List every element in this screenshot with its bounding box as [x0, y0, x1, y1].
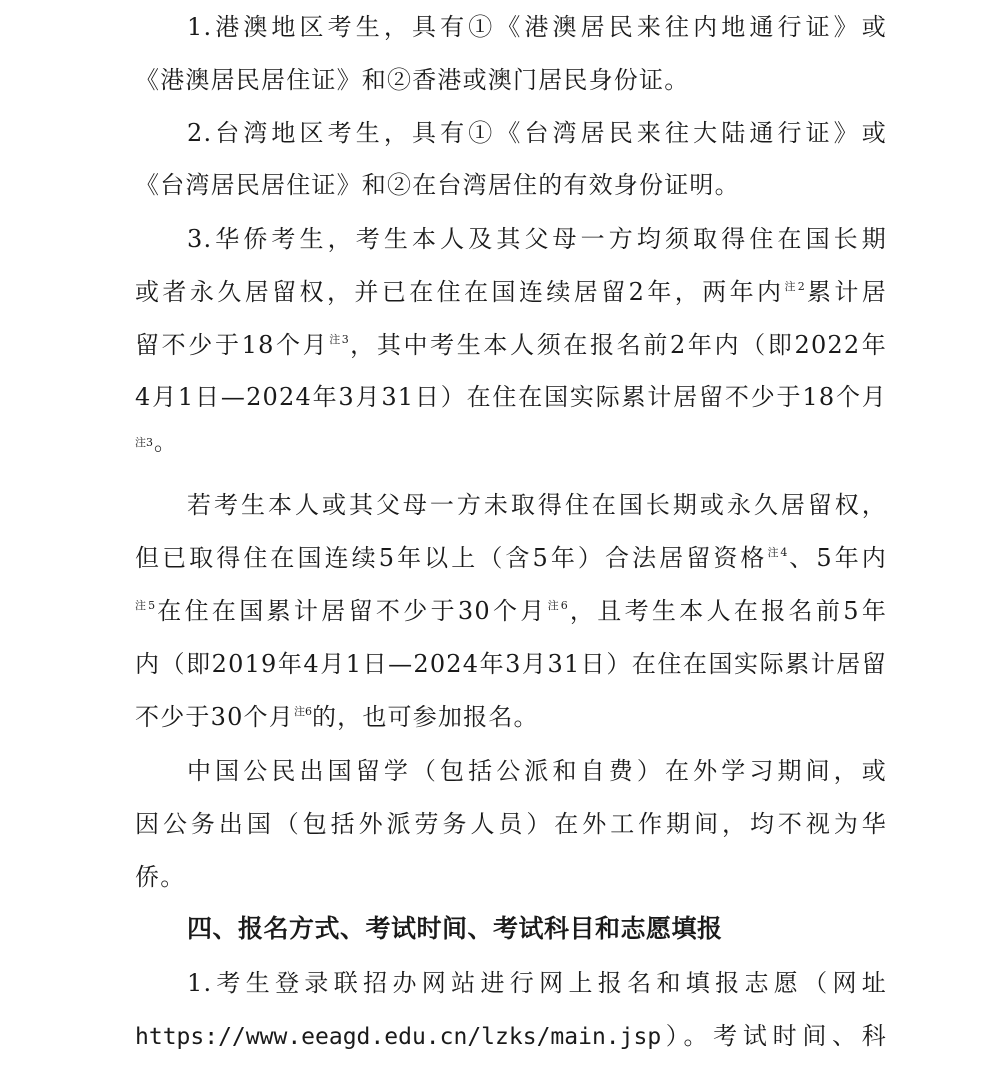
- text-run: 的，也可参加报名。: [311, 703, 539, 731]
- paragraph-4-line-3: [135, 596, 887, 626]
- text-run: 不少于30个月: [135, 703, 294, 731]
- paragraph-4-line-2: [135, 543, 887, 573]
- footnote-ref-3: 注3: [329, 333, 349, 346]
- paragraph-2-line-1: 2.台湾地区考生，具有①《台湾居民来往大陆通行证》或: [187, 119, 887, 147]
- paragraph-1-line-1: 1.港澳地区考生，具有①《港澳居民来往内地通行证》或: [187, 13, 887, 41]
- paragraph-1-line-2: 《港澳居民居住证》和②香港或澳门居民身份证。: [135, 66, 690, 94]
- paragraph-6-line-2: [135, 1021, 887, 1051]
- paragraph-5-line-1: 中国公民出国留学（包括公派和自费）在外学习期间，或: [187, 757, 887, 785]
- registration-url[interactable]: https://www.eeagd.edu.cn/lzks/main.jsp: [135, 1024, 662, 1050]
- paragraph-3-line-1: 3.华侨考生，考生本人及其父母一方均须取得住在国长期: [187, 225, 887, 253]
- footnote-ref-5: 注5: [135, 599, 156, 612]
- text-run: 但已取得住在国连续5年以上（含5年）合法居留资格: [135, 544, 768, 572]
- text-run: ）。考试时间、科: [661, 1022, 887, 1050]
- text-run: ，其中考生本人须在报名前2年内（即2022年: [348, 331, 888, 359]
- text-run: 在住在国累计居留不少于30个月: [155, 597, 548, 625]
- text-run: 留不少于18个月: [135, 331, 330, 359]
- paragraph-6-line-1: 1.考生登录联招办网站进行网上报名和填报志愿（网址: [187, 969, 887, 997]
- paragraph-5-line-2: 因公务出国（包括外派劳务人员）在外工作期间，均不视为华: [135, 810, 887, 838]
- paragraph-3-line-3: [135, 330, 887, 360]
- text-run: 累计居: [804, 278, 887, 306]
- paragraph-3-line-2: [135, 277, 887, 307]
- text-run: 。: [154, 431, 177, 456]
- text-run: ，且考生本人在报名前5年: [567, 597, 888, 625]
- paragraph-2-line-2: 《台湾居民居住证》和②在台湾居住的有效身份证明。: [135, 171, 740, 199]
- paragraph-3-line-4: 4月1日—2024年3月31日）在住在国实际累计居留不少于18个月: [135, 383, 887, 411]
- paragraph-4-line-5: [135, 702, 887, 732]
- footnote-ref-6: 注6: [547, 599, 568, 612]
- paragraph-4-line-1: 若考生本人或其父母一方未取得住在国长期或永久居留权，: [187, 491, 887, 519]
- text-run: 、5年内: [787, 544, 888, 572]
- paragraph-5-line-3: 侨。: [135, 863, 186, 891]
- footnote-ref-6: 注6: [293, 705, 312, 718]
- footnote-ref-2: 注2: [784, 280, 805, 293]
- footnote-ref-3: 注3: [135, 436, 153, 449]
- paragraph-4-line-4: 内（即2019年4月1日—2024年3月31日）在住在国实际累计居留: [135, 650, 887, 678]
- paragraph-3-line-5: [135, 431, 177, 456]
- section-heading: 四、报名方式、考试时间、考试科目和志愿填报: [187, 914, 723, 943]
- footnote-ref-4: 注4: [767, 546, 788, 559]
- text-run: 或者永久居留权，并已在住在国连续居留2年，两年内: [135, 278, 785, 306]
